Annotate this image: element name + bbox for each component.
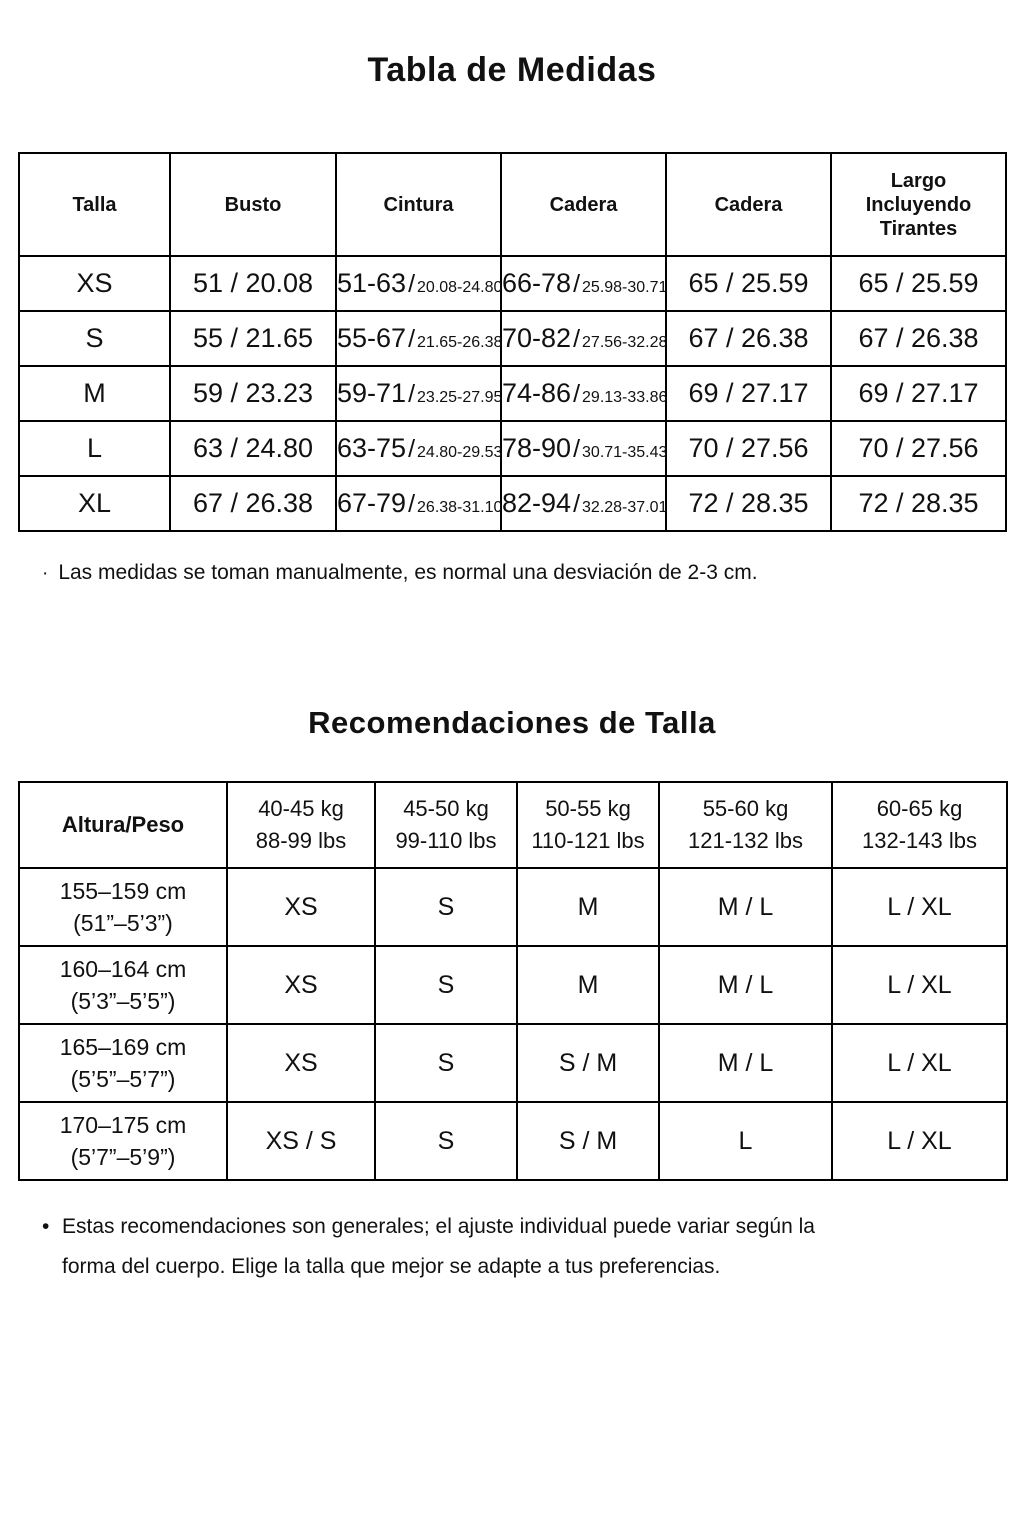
cell-size: L / XL [832,1024,1007,1102]
header-weight-1: 40-45 kg 88-99 lbs [227,782,375,868]
header-weight-3: 50-55 kg 110-121 lbs [517,782,659,868]
cell-height-range: 165–169 cm (5’5”–5’7”) [19,1024,227,1102]
header-largo: Largo Incluyendo Tirantes [831,153,1006,256]
cell-busto: 67 / 26.38 [170,476,336,531]
header-talla: Talla [19,153,170,256]
cell-size: XS / S [227,1102,375,1180]
cell-size: XS [227,868,375,946]
cell-cadera-rango: 74-86/ 29.13-33.86 [501,366,666,421]
cell-largo: 72 / 28.35 [831,476,1006,531]
cell-talla: S [19,311,170,366]
cell-cintura: 51-63/ 20.08-24.80 [336,256,501,311]
measurements-table [18,152,1007,532]
cell-cadera-rango: 82-94/ 32.28-37.01 [501,476,666,531]
table-row [19,1024,1007,1102]
measurements-header-row [19,153,1006,256]
measurements-note-text: Las medidas se toman manualmente, es normal una desviación de 2-3 cm. [58,561,758,584]
cell-height-range: 160–164 cm (5’3”–5’5”) [19,946,227,1024]
cell-cintura: 63-75/ 24.80-29.53 [336,421,501,476]
header-cintura: Cintura [336,153,501,256]
cell-size: S [375,868,517,946]
table-row [19,946,1007,1024]
cell-size: L / XL [832,946,1007,1024]
cell-largo: 70 / 27.56 [831,421,1006,476]
cell-cadera-rango: 78-90/ 30.71-35.43 [501,421,666,476]
cell-size: M [517,868,659,946]
bullet-dot: · [42,563,49,584]
cell-cadera: 67 / 26.38 [666,311,831,366]
cell-size: M / L [659,1024,832,1102]
cell-cadera: 65 / 25.59 [666,256,831,311]
cell-height-range: 155–159 cm (51”–5’3”) [19,868,227,946]
cell-talla: XL [19,476,170,531]
header-weight-4: 55-60 kg 121-132 lbs [659,782,832,868]
cell-cadera: 70 / 27.56 [666,421,831,476]
cell-cadera: 69 / 27.17 [666,366,831,421]
header-weight-5: 60-65 kg 132-143 lbs [832,782,1007,868]
table-row [19,476,1006,531]
cell-busto: 63 / 24.80 [170,421,336,476]
cell-size: M [517,946,659,1024]
header-busto: Busto [170,153,336,256]
table-row [19,1102,1007,1180]
cell-largo: 65 / 25.59 [831,256,1006,311]
cell-size: M / L [659,946,832,1024]
cell-busto: 55 / 21.65 [170,311,336,366]
cell-size: S [375,1102,517,1180]
cell-talla: XS [19,256,170,311]
table-row [19,421,1006,476]
cell-size: S / M [517,1024,659,1102]
cell-size: S [375,1024,517,1102]
header-cadera2: Cadera [666,153,831,256]
measurements-note [42,558,1024,589]
recommendations-note [0,1207,1024,1287]
recommendations-note-line2: forma del cuerpo. Elige la talla que mejor se adapte a tus preferencias. [62,1255,721,1278]
page-title: Tabla de Medidas [367,51,657,89]
cell-largo: 69 / 27.17 [831,366,1006,421]
table-row [19,366,1006,421]
cell-size: S [375,946,517,1024]
bullet-dot: • [42,1215,50,1238]
cell-largo: 67 / 26.38 [831,311,1006,366]
cell-size: L / XL [832,868,1007,946]
cell-height-range: 170–175 cm (5’7”–5’9”) [19,1102,227,1180]
cell-cadera: 72 / 28.35 [666,476,831,531]
cell-talla: L [19,421,170,476]
cell-size: L [659,1102,832,1180]
table-row [19,868,1007,946]
cell-cintura: 59-71/ 23.25-27.95 [336,366,501,421]
cell-size: S / M [517,1102,659,1180]
cell-busto: 51 / 20.08 [170,256,336,311]
cell-busto: 59 / 23.23 [170,366,336,421]
cell-size: M / L [659,868,832,946]
recommendations-note-line1: Estas recomendaciones son generales; el ajuste individual puede variar según la [62,1215,815,1238]
cell-talla: M [19,366,170,421]
cell-size: L / XL [832,1102,1007,1180]
header-cadera1: Cadera [501,153,666,256]
table-row [19,256,1006,311]
cell-cadera-rango: 66-78/ 25.98-30.71 [501,256,666,311]
cell-cintura: 67-79/ 26.38-31.10 [336,476,501,531]
header-altura-peso: Altura/Peso [19,782,227,868]
cell-size: XS [227,946,375,1024]
recommendations-table [18,781,1008,1181]
recommendations-title: Recomendaciones de Talla [308,705,716,740]
header-weight-2: 45-50 kg 99-110 lbs [375,782,517,868]
cell-size: XS [227,1024,375,1102]
table-row [19,311,1006,366]
cell-cintura: 55-67/ 21.65-26.38 [336,311,501,366]
recommendations-header-row [19,782,1007,868]
cell-cadera-rango: 70-82/ 27.56-32.28 [501,311,666,366]
